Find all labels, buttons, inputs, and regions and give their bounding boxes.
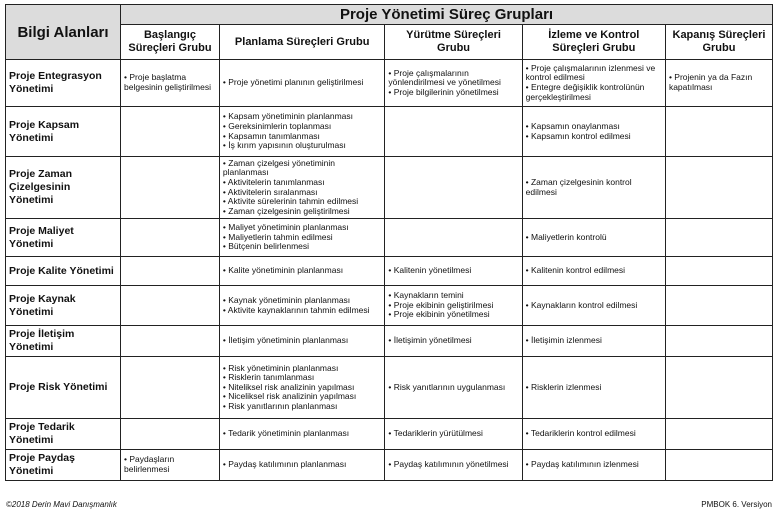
process-item: • Kaynakların temini [388,290,464,301]
process-cell [121,450,220,481]
process-cell [385,450,522,481]
process-item: • Bütçenin belirlenmesi [222,241,310,252]
process-cell [219,286,385,326]
table-row [6,219,773,257]
process-item: • İş kırım yapısının oluşturulması [222,140,346,151]
process-item: • Paydaş katılımının planlanması [222,459,347,470]
table-row [6,326,773,357]
process-cell [219,157,385,219]
knowledge-area-label: Proje Entegrasyon Yönetimi [6,60,121,107]
process-item: • Maliyetlerin kontrolü [525,231,607,242]
process-cell [522,107,665,157]
table-row [6,419,773,450]
process-item: • Proje çalışmalarının izlenmesi ve kontrol edilmesi [525,62,656,83]
process-cell [665,257,772,286]
process-item: • Risk yanıtlarının uygulanması [388,381,506,392]
process-item: • Tedariklerin kontrol edilmesi [525,428,636,439]
process-item: • Kapsam yönetiminin planlanması [222,111,353,122]
table-row [6,286,773,326]
process-cell [665,326,772,357]
copyright-footer: ©2018 Derin Mavi Danışmanlık [6,500,117,509]
process-cell [385,286,522,326]
process-item: • Kapsamın onaylanması [525,120,620,131]
process-item: • Proje ekibinin yönetilmesi [388,309,490,320]
process-item: • Paydaş katılımının izlenmesi [525,459,639,470]
process-item: • Paydaşların belirlenmesi [124,454,175,474]
knowledge-area-label: Proje Tedarik Yönetimi [6,419,121,450]
process-item: • Aktivitelerin sıralanması [222,186,318,197]
process-item: • Kaynak yönetiminin planlanması [222,294,351,305]
process-cell [385,219,522,257]
process-item: • Proje çalışmalarının yönlendirilmesi ve yönetilmesi [388,67,501,88]
process-cell [522,60,665,107]
process-cell [219,326,385,357]
process-cell [219,357,385,419]
process-cell [219,419,385,450]
process-item: • Zaman çizelgesinin kontrol edilmesi [525,176,632,197]
process-item: • Risklerin tanımlanması [222,372,315,383]
process-item: • Aktivite kaynaklarının tahmin edilmesi [222,304,370,315]
process-cell [219,60,385,107]
group-title: Proje Yönetimi Süreç Grupları [121,5,773,25]
process-item: • Aktivitelerin tanımlanması [222,176,325,187]
process-cell [522,157,665,219]
process-item: • Kaynakların kontrol edilmesi [525,299,638,310]
process-cell [121,357,220,419]
process-cell [665,219,772,257]
knowledge-area-label: Proje Kapsam Yönetimi [6,107,121,157]
process-cell [522,257,665,286]
process-cell [219,107,385,157]
process-item: • Maliyet yönetiminin planlanması [222,222,349,233]
knowledge-area-label: Proje İletişim Yönetimi [6,326,121,357]
table-row [6,157,773,219]
table-row [6,107,773,157]
process-cell [665,286,772,326]
process-cell [522,286,665,326]
process-item: • Risklerin izlenmesi [525,381,602,392]
process-cell [385,419,522,450]
table-row [6,357,773,419]
table-row [6,450,773,481]
process-cell [219,257,385,286]
process-cell [522,326,665,357]
process-item: • İletişimin yönetilmesi [388,335,472,346]
process-item: • İletişim yönetiminin planlanması [222,335,349,346]
column-header: Yürütme Süreçleri Grubu [385,25,522,60]
process-cell [665,60,772,107]
process-cell [665,357,772,419]
process-item: • Tedarik yönetiminin planlanması [222,428,350,439]
process-item: • Niceliksel risk analizinin yapılması [222,391,357,402]
knowledge-area-label: Proje Zaman Çizelgesinin Yönetimi [6,157,121,219]
process-cell [121,326,220,357]
process-cell [121,107,220,157]
process-cell [385,157,522,219]
knowledge-area-label: Proje Kalite Yönetimi [6,257,121,286]
process-item: • Entegre değişiklik kontrolünün gerçekleştirilmesi [525,82,645,102]
knowledge-area-label: Proje Kaynak Yönetimi [6,286,121,326]
process-cell [522,450,665,481]
process-item: • Kalitenin kontrol edilmesi [525,265,626,276]
process-cell [121,219,220,257]
process-cell [665,450,772,481]
process-item: • Niteliksel risk analizinin yapılması [222,381,355,392]
process-cell [385,357,522,419]
process-cell [665,107,772,157]
process-cell [385,107,522,157]
process-item: • Risk yanıtlarının planlanması [222,400,338,411]
process-item: • Kapsamın tanımlanması [222,130,320,141]
process-cell [385,60,522,107]
process-item: • İletişimin izlenmesi [525,335,602,346]
process-item: • Paydaş katılımının yönetilmesi [388,459,509,470]
process-item: • Zaman çizelgesinin geliştirilmesi [222,205,350,216]
process-item: • Risk yönetiminin planlanması [222,362,339,373]
process-item: • Proje ekibinin geliştirilmesi [388,299,494,310]
process-item: • Kalitenin yönetilmesi [388,265,472,276]
process-item: • Projenin ya da Fazın kapatılması [668,72,753,92]
process-item: • Maliyetlerin tahmin edilmesi [222,231,333,242]
process-cell [665,157,772,219]
version-footer: PMBOK 6. Versiyon [701,500,772,509]
knowledge-area-label: Proje Maliyet Yönetimi [6,219,121,257]
process-cell [665,419,772,450]
process-item: • Zaman çizelgesi yönetiminin planlanması [222,157,336,178]
column-header: Planlama Süreçleri Grubu [219,25,385,60]
process-cell [522,219,665,257]
process-cell [219,450,385,481]
process-cell [121,286,220,326]
process-cell [121,257,220,286]
process-item: • Proje yönetimi planının geliştirilmesi [222,77,364,88]
process-item: • Tedariklerin yürütülmesi [388,428,483,439]
knowledge-area-label: Proje Paydaş Yönetimi [6,450,121,481]
column-header: İzleme ve Kontrol Süreçleri Grubu [522,25,665,60]
column-header: Kapanış Süreçleri Grubu [665,25,772,60]
process-item: • Aktivite sürelerinin tahmin edilmesi [222,196,359,207]
process-cell [385,257,522,286]
corner-label: Bilgi Alanları [6,5,121,60]
process-item: • Gereksinimlerin toplanması [222,120,332,131]
column-header: Başlangıç Süreçleri Grubu [121,25,220,60]
process-item: • Proje bilgilerinin yönetilmesi [388,86,499,97]
process-cell [522,419,665,450]
table-row [6,257,773,286]
process-cell [121,419,220,450]
process-cell [219,219,385,257]
process-cell [522,357,665,419]
process-item: • Proje başlatma belgesinin geliştirilmesi [124,72,211,92]
process-groups-table [5,4,773,481]
process-item: • Kalite yönetiminin planlanması [222,265,344,276]
table-body [6,60,773,481]
process-cell [121,157,220,219]
knowledge-area-label: Proje Risk Yönetimi [6,357,121,419]
process-cell [385,326,522,357]
process-cell [121,60,220,107]
process-item: • Kapsamın kontrol edilmesi [525,130,631,141]
table-row [6,60,773,107]
